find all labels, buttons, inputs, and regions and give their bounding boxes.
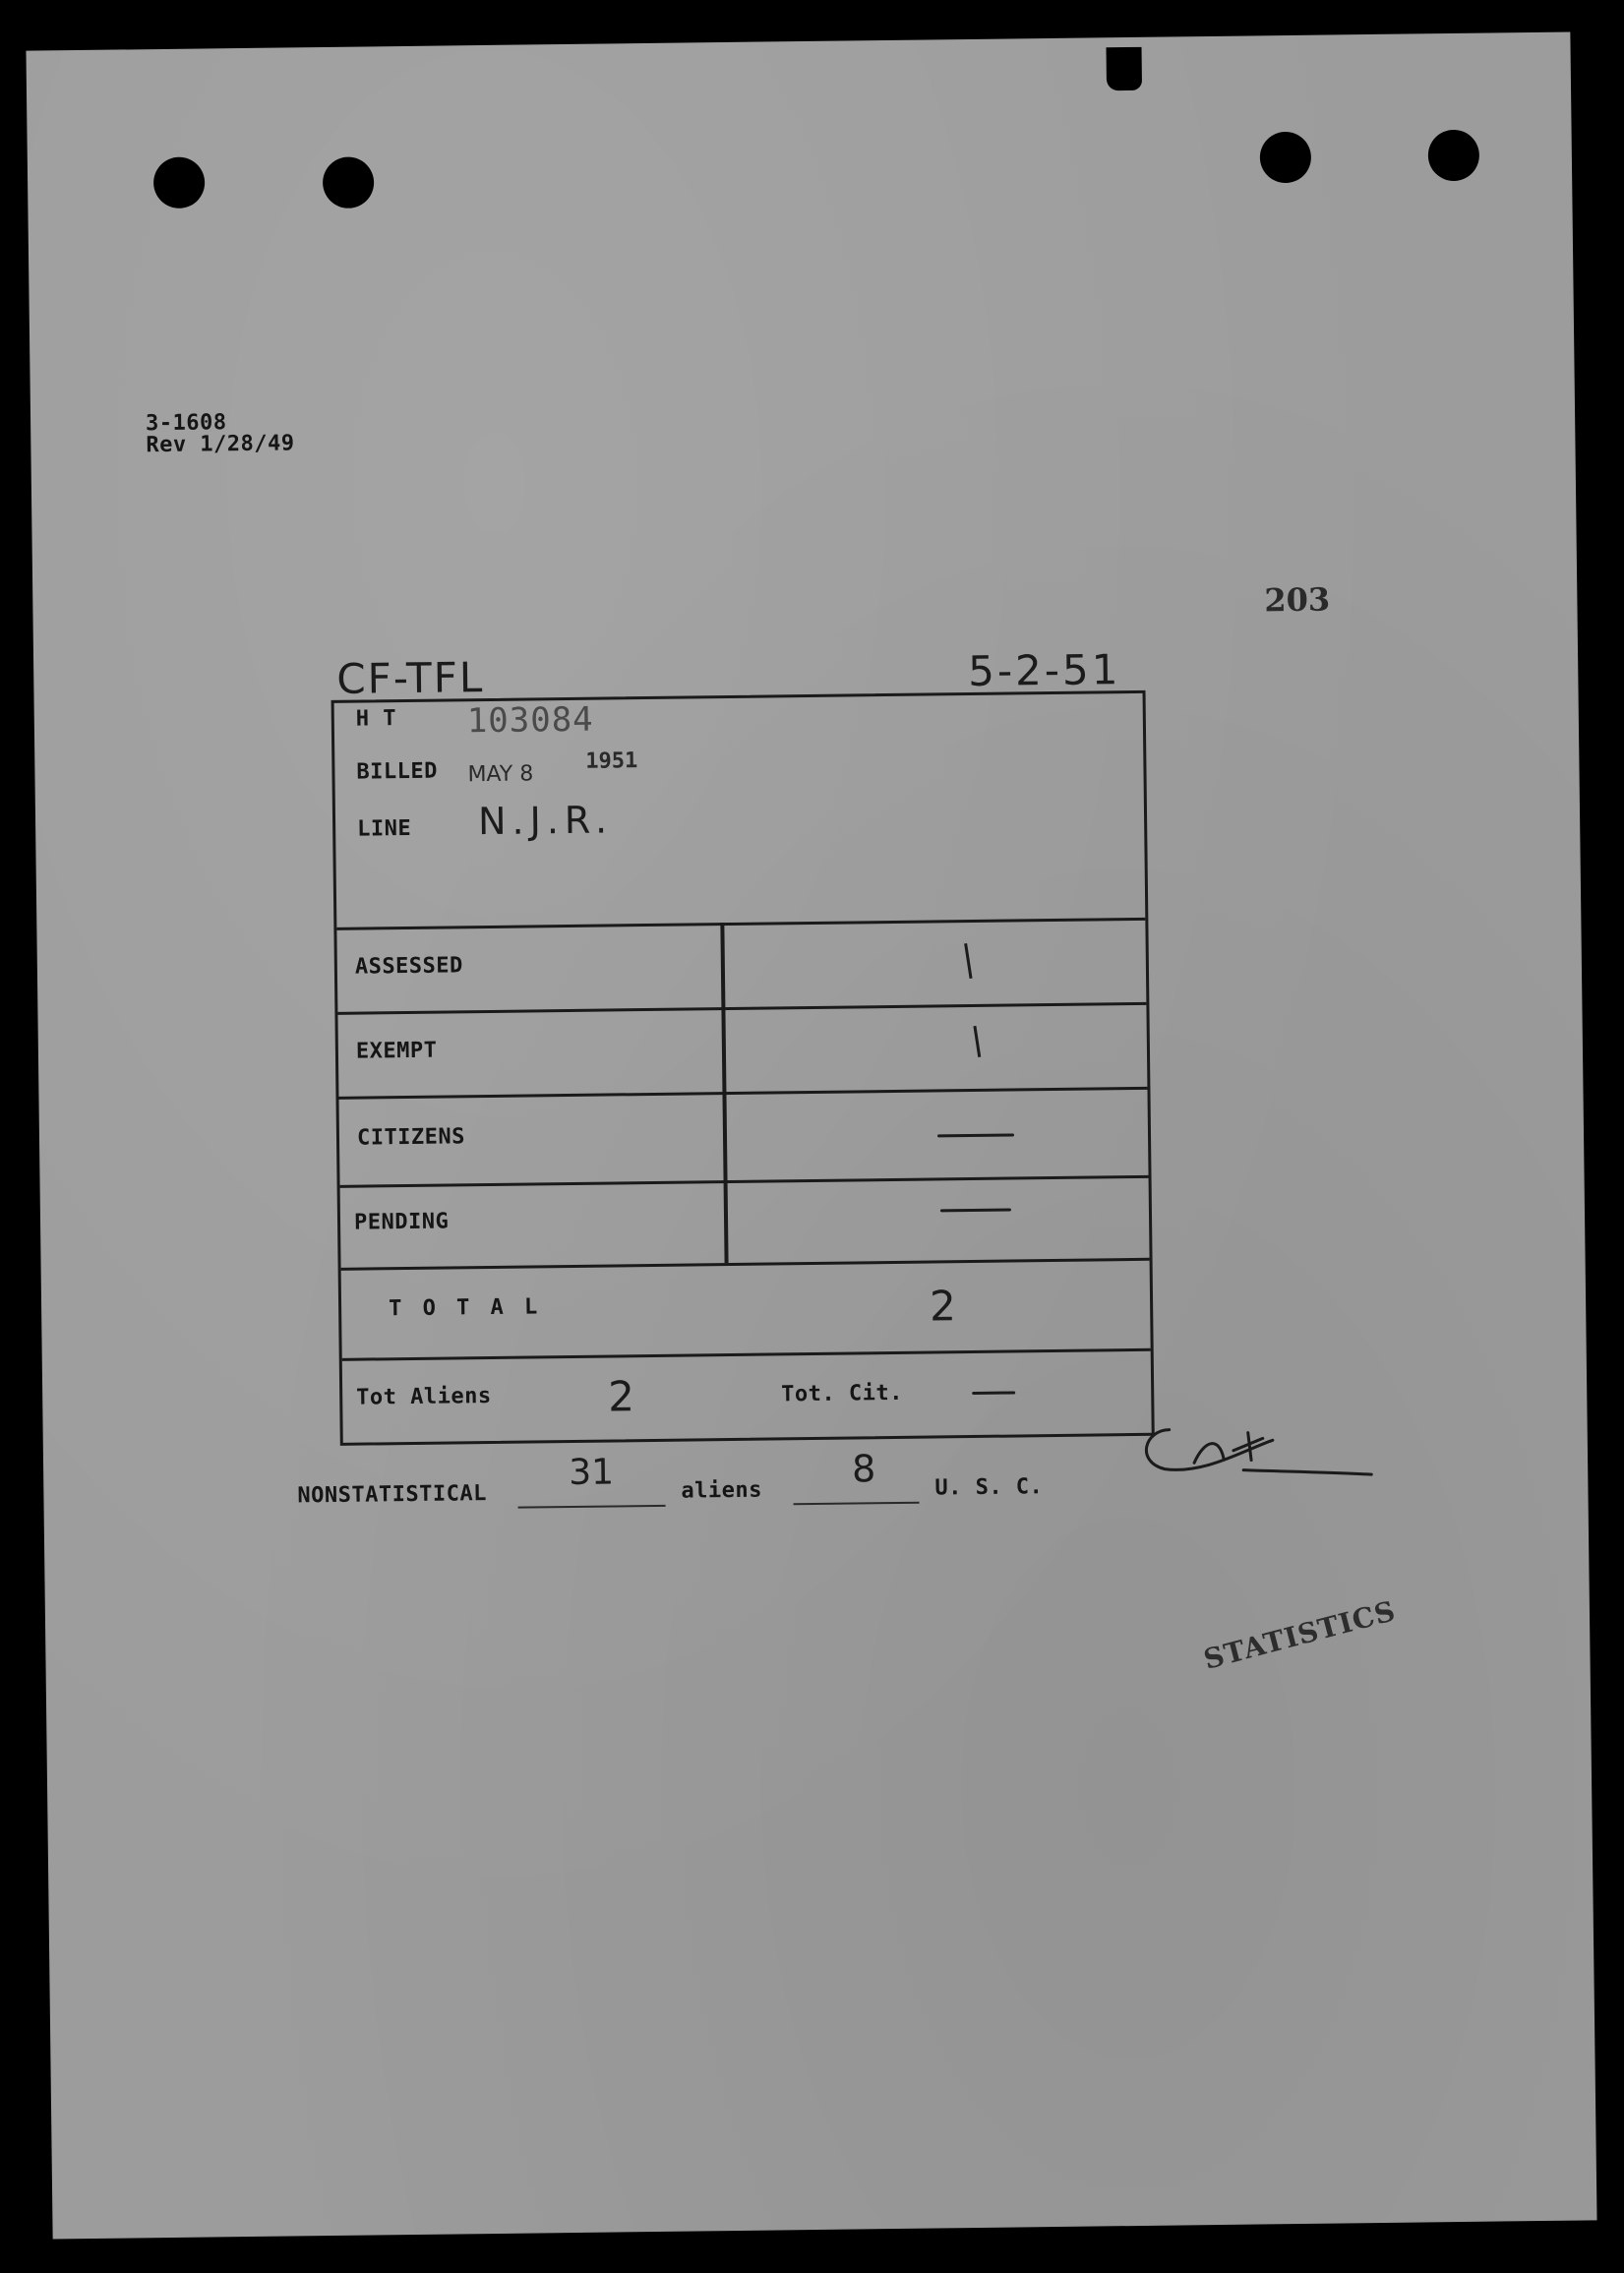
tot-aliens-value: 2 bbox=[607, 1372, 635, 1421]
row-value-assessed-mark bbox=[964, 943, 972, 979]
divider bbox=[336, 918, 1145, 930]
line-label: LINE bbox=[357, 815, 412, 842]
usc-count: 8 bbox=[851, 1447, 876, 1491]
statistics-stamp: STATISTICS bbox=[1200, 1594, 1400, 1676]
tot-aliens-label: Tot Aliens bbox=[356, 1383, 492, 1410]
row-value-citizens-mark bbox=[937, 1133, 1014, 1137]
aliens-label: aliens bbox=[681, 1477, 763, 1504]
paper-sheet bbox=[26, 31, 1596, 2239]
usc-label: U. S. C. bbox=[934, 1474, 1044, 1501]
ht-number-stamp: 103084 bbox=[466, 699, 594, 742]
header-handwritten-left: CF-TFL bbox=[335, 653, 485, 703]
punch-hole bbox=[323, 156, 375, 209]
divider bbox=[338, 1087, 1147, 1100]
billed-year-stamp: 1951 bbox=[585, 748, 638, 774]
form-box bbox=[331, 690, 1155, 1446]
nonstatistical-label: NONSTATISTICAL bbox=[297, 1481, 488, 1509]
total-value: 2 bbox=[929, 1282, 957, 1331]
row-value-exempt-mark bbox=[973, 1026, 981, 1057]
row-value-citizens bbox=[930, 1119, 931, 1120]
tot-cit-mark bbox=[972, 1391, 1015, 1395]
ht-label: H T bbox=[355, 706, 397, 732]
row-label-assessed: ASSESSED bbox=[354, 953, 463, 980]
divider bbox=[342, 1348, 1151, 1361]
punch-hole bbox=[1428, 130, 1480, 182]
row-label-exempt: EXEMPT bbox=[355, 1038, 438, 1064]
handwritten-initials-signature bbox=[1124, 1409, 1381, 1481]
row-value-assessed bbox=[928, 942, 929, 943]
divider bbox=[337, 1002, 1146, 1015]
form-revision: Rev 1/28/49 bbox=[146, 431, 295, 458]
row-label-citizens: CITIZENS bbox=[356, 1124, 466, 1151]
punch-hole bbox=[153, 156, 206, 209]
paper-notch bbox=[1107, 47, 1143, 90]
tot-cit-label: Tot. Cit. bbox=[781, 1380, 904, 1407]
header-handwritten-right: 5-2-51 bbox=[967, 645, 1121, 696]
billed-date-stamp: MAY 8 bbox=[467, 761, 534, 788]
divider bbox=[340, 1175, 1149, 1188]
row-label-pending: PENDING bbox=[353, 1209, 450, 1235]
row-value-pending bbox=[931, 1204, 932, 1205]
form-number: 3-1608 bbox=[145, 410, 227, 437]
billed-label: BILLED bbox=[356, 758, 439, 785]
row-value-exempt bbox=[929, 1027, 930, 1028]
line-value-handwritten: N.J.R. bbox=[477, 798, 614, 844]
tot-cit-value bbox=[972, 1380, 973, 1381]
form-code bbox=[146, 411, 295, 456]
page-number: 203 bbox=[1264, 580, 1331, 620]
punch-hole bbox=[1260, 132, 1312, 184]
row-value-pending-mark bbox=[940, 1209, 1011, 1213]
nonstatistical-count: 31 bbox=[568, 1452, 615, 1494]
nonstatistical-count-line bbox=[518, 1505, 666, 1509]
total-label: T O T A L bbox=[388, 1294, 542, 1322]
usc-count-line bbox=[794, 1502, 920, 1506]
divider bbox=[341, 1258, 1150, 1271]
